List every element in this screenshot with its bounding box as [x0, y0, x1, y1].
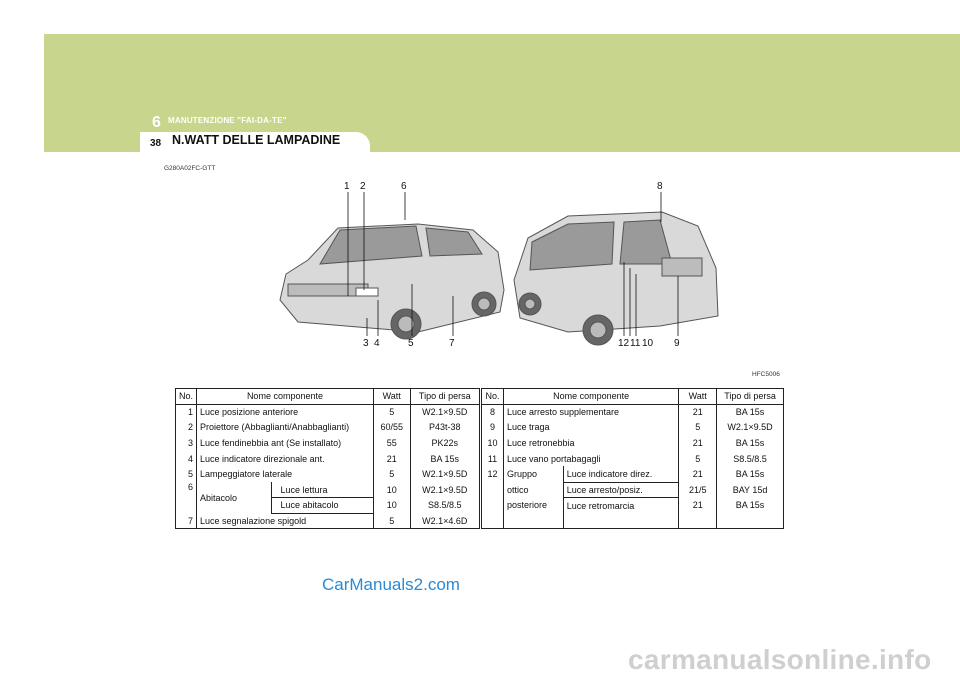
cell-name: Proiettore (Abbaglianti/Anabbaglianti): [197, 420, 374, 436]
cell-group: Abitacolo: [197, 482, 272, 513]
cell-type: W2.1×9.5D: [717, 420, 784, 436]
cell-name: Lampeggiatore laterale: [197, 466, 374, 482]
front-car-image: [280, 224, 504, 339]
cell-no: 10: [482, 435, 504, 451]
cell-name: Luce fendinebbia ant (Se installato): [197, 435, 374, 451]
vehicle-illustration: [268, 172, 788, 382]
cell-type: BAY 15d: [717, 482, 784, 498]
callout-2: 2: [360, 181, 366, 192]
cell-name: Luce retronebbia: [503, 435, 678, 451]
callout-1: 1: [344, 181, 350, 192]
col-header-watt: Watt: [373, 389, 410, 405]
cell-type: BA 15s: [717, 498, 784, 514]
bulb-table-right: [481, 388, 784, 529]
cell-name: Luce arresto supplementare: [503, 404, 678, 420]
cell-type: S8.5/8.5: [410, 498, 479, 514]
cell-type: W2.1×4.6D: [410, 513, 479, 529]
cell-type: BA 15s: [410, 451, 479, 467]
cell-watt: 55: [373, 435, 410, 451]
cell-watt: 21/5: [679, 482, 717, 498]
col-header-watt: Watt: [679, 389, 717, 405]
col-header-type: Tipo di persa: [717, 389, 784, 405]
cell-watt: 5: [679, 451, 717, 467]
cell-type: BA 15s: [717, 404, 784, 420]
table-row: [176, 513, 480, 529]
col-header-type: Tipo di persa: [410, 389, 479, 405]
cell-watt: 21: [679, 466, 717, 482]
cell-name: Luce lettura: [272, 482, 373, 498]
figure-code: HFC5006: [752, 371, 780, 378]
cell-watt: 10: [373, 482, 410, 498]
cell-no: 1: [176, 404, 197, 420]
rear-car-image: [514, 212, 718, 345]
table-row: [482, 482, 784, 498]
callout-3: 3: [363, 338, 369, 349]
col-header-no: No.: [176, 389, 197, 405]
callout-8: 8: [657, 181, 663, 192]
callout-10: 10: [642, 338, 654, 349]
cell-no: 6: [176, 482, 197, 513]
cell-no: 12: [482, 466, 504, 482]
chapter-number: 6: [152, 114, 161, 131]
table-row: [482, 404, 784, 420]
cell-name: Luce posizione anteriore: [197, 404, 374, 420]
cell-group: posteriore: [503, 498, 563, 514]
cell-name: Luce abitacolo: [272, 498, 373, 514]
cell-watt: 60/55: [373, 420, 410, 436]
cell-name: Luce retromarcia: [563, 498, 679, 514]
table-row: [482, 451, 784, 467]
cell-type: PK22s: [410, 435, 479, 451]
cell-watt: 5: [373, 404, 410, 420]
cell-watt: 21: [679, 435, 717, 451]
col-header-no: No.: [482, 389, 504, 405]
table-row: [482, 466, 784, 482]
bulb-table-left: [175, 388, 480, 529]
table-row: [482, 420, 784, 436]
table-row: [482, 498, 784, 514]
callout-11: 11: [630, 338, 641, 349]
cell-no: 11: [482, 451, 504, 467]
cell-type: P43t-38: [410, 420, 479, 436]
page-number: 38: [150, 138, 162, 149]
cell-name: Luce segnalazione spigold: [197, 513, 374, 529]
cell-type: S8.5/8.5: [717, 451, 784, 467]
cell-no: 9: [482, 420, 504, 436]
table-row: [176, 435, 480, 451]
cell-watt: 5: [679, 420, 717, 436]
cell-name: Luce vano portabagagli: [503, 451, 678, 467]
table-row: [176, 466, 480, 482]
cell-type: BA 15s: [717, 466, 784, 482]
cell-type: W2.1×9.5D: [410, 466, 479, 482]
table-row: [176, 420, 480, 436]
cell-name: Luce indicatore direzionale ant.: [197, 451, 374, 467]
cell-no: 2: [176, 420, 197, 436]
col-header-name: Nome componente: [503, 389, 678, 405]
cell-watt: 5: [373, 466, 410, 482]
section-title: N.WATT DELLE LAMPADINE: [172, 133, 341, 147]
cell-no: 3: [176, 435, 197, 451]
cell-watt: 10: [373, 498, 410, 514]
col-header-name: Nome componente: [197, 389, 374, 405]
cell-name: Luce traga: [503, 420, 678, 436]
document-code: G280A02FC-GTT: [164, 165, 216, 172]
cell-watt: 21: [373, 451, 410, 467]
cell-group: Gruppo: [503, 466, 563, 482]
callout-9: 9: [674, 338, 680, 349]
callout-7: 7: [449, 338, 455, 349]
chapter-title: MANUTENZIONE "FAI-DA-TE": [168, 116, 287, 125]
cell-no: 7: [176, 513, 197, 529]
cell-type: BA 15s: [717, 435, 784, 451]
table-row: [176, 482, 480, 498]
callout-4: 4: [374, 338, 380, 349]
cell-no: 5: [176, 466, 197, 482]
cell-no: 4: [176, 451, 197, 467]
cell-watt: 21: [679, 498, 717, 514]
table-row: [176, 404, 480, 420]
watermark-online: carmanualsonline.info: [628, 644, 932, 675]
cell-name: Luce indicatore direz.: [563, 466, 679, 482]
cell-type: W2.1×9.5D: [410, 404, 479, 420]
cell-watt: 5: [373, 513, 410, 529]
callout-5: 5: [408, 338, 414, 349]
cell-group: ottico: [503, 482, 563, 498]
callout-12: 12: [618, 338, 630, 349]
table-row: [176, 451, 480, 467]
cell-type: W2.1×9.5D: [410, 482, 479, 498]
table-row: [482, 435, 784, 451]
cell-watt: 21: [679, 404, 717, 420]
cell-no: 8: [482, 404, 504, 420]
watermark-carmanuals[interactable]: CarManuals2.com: [322, 575, 460, 594]
cell-name: Luce arresto/posiz.: [563, 482, 679, 498]
callout-6: 6: [401, 181, 407, 192]
